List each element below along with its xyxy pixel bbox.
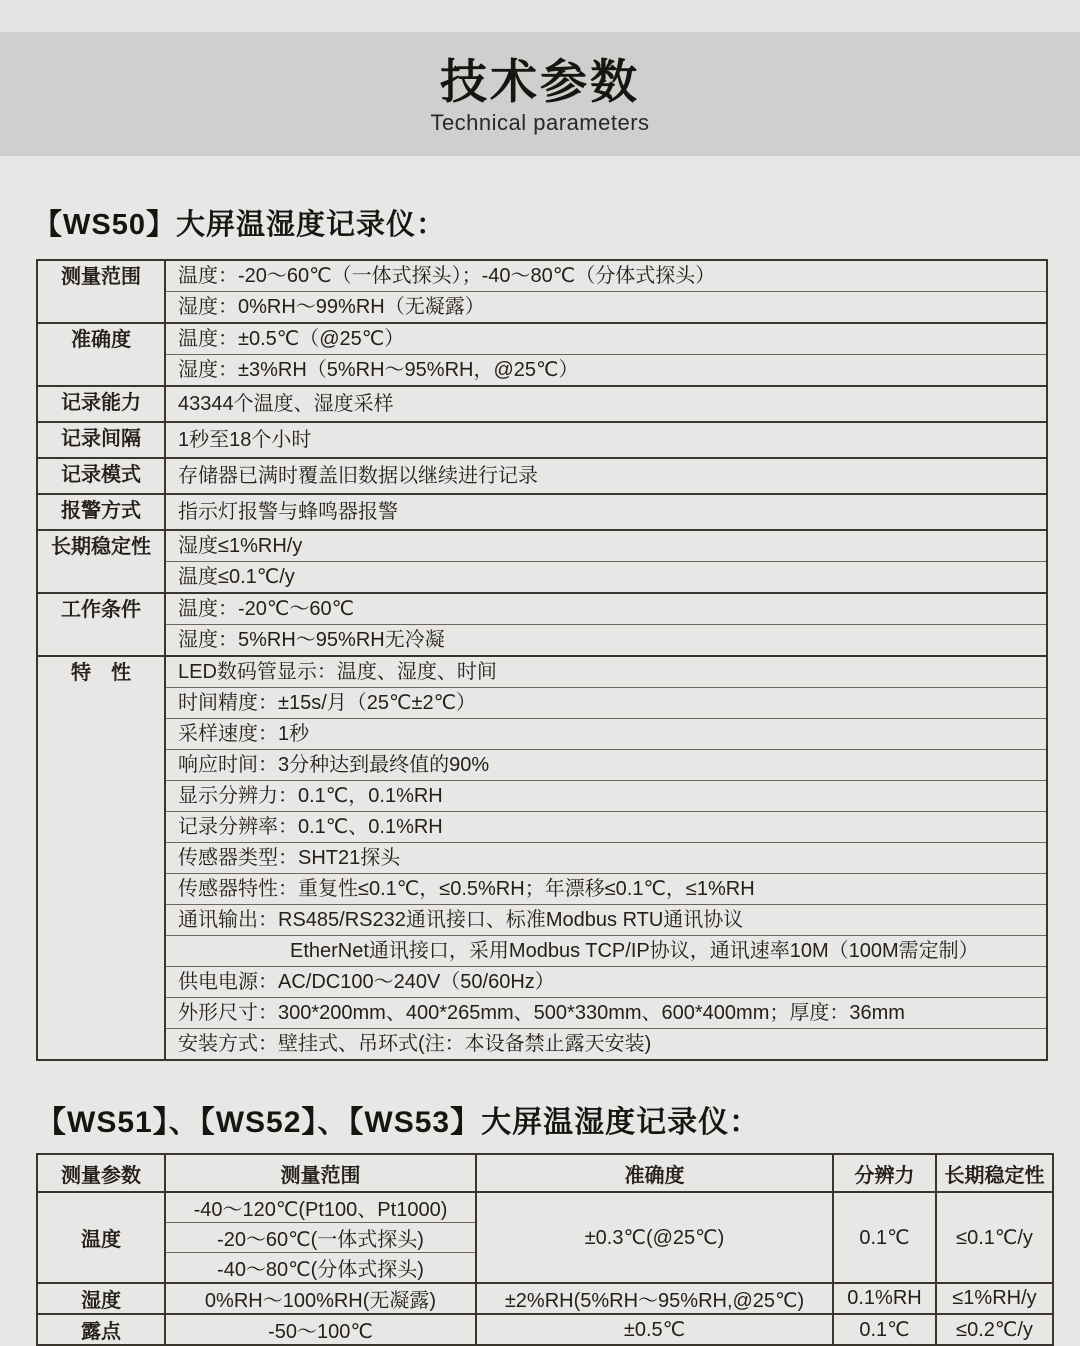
spec-value: 显示分辨力：0.1℃，0.1%RH — [165, 781, 1047, 812]
spec-value: 外形尺寸：300*200mm、400*265mm、500*330mm、600*400mm；厚度：36mm — [165, 998, 1047, 1029]
ws50-spec-table — [36, 259, 1048, 1061]
spec-group-label: 工作条件 — [37, 593, 165, 656]
spec-value: 存储器已满时覆盖旧数据以继续进行记录 — [165, 458, 1047, 494]
spec-row — [37, 323, 1047, 355]
range-cell: -40～120℃(Pt100、Pt1000) — [165, 1192, 476, 1223]
spec-row — [37, 1029, 1047, 1061]
spec-value: 温度：-20℃～60℃ — [165, 593, 1047, 625]
section-title-ws50: 【WS50】大屏温湿度记录仪： — [33, 209, 446, 241]
spec-value: LED数码管显示：温度、湿度、时间 — [165, 656, 1047, 688]
spec-group-label: 记录模式 — [37, 458, 165, 494]
range-cell: -50～100℃ — [165, 1314, 476, 1345]
stability-cell: ≤1%RH/y — [936, 1283, 1053, 1314]
spec-value: 湿度：±3%RH（5%RH～95%RH，@25℃） — [165, 355, 1047, 387]
spec-row — [37, 905, 1047, 936]
spec-value: 通讯输出：RS485/RS232通讯接口、标准Modbus RTU通讯协议 — [165, 905, 1047, 936]
header-band — [0, 32, 1080, 156]
spec-group-label: 记录能力 — [37, 386, 165, 422]
spec-row — [37, 494, 1047, 530]
resolution-cell: 0.1℃ — [833, 1314, 936, 1345]
ws51-spec-table — [36, 1153, 1054, 1346]
param-row — [37, 1314, 1053, 1345]
spec-value: EtherNet通讯接口，采用Modbus TCP/IP协议，通讯速率10M（100M需定制） — [165, 936, 1047, 967]
column-header: 测量范围 — [165, 1154, 476, 1192]
spec-row — [37, 998, 1047, 1029]
param-row — [37, 1192, 1053, 1223]
column-header: 长期稳定性 — [936, 1154, 1053, 1192]
stability-cell: ≤0.2℃/y — [936, 1314, 1053, 1345]
spec-row — [37, 260, 1047, 292]
range-cell: -20～60℃(一体式探头) — [165, 1223, 476, 1253]
spec-row — [37, 812, 1047, 843]
spec-value: 传感器特性：重复性≤0.1℃，≤0.5%RH；年漂移≤0.1℃，≤1%RH — [165, 874, 1047, 905]
spec-row — [37, 625, 1047, 657]
column-header: 测量参数 — [37, 1154, 165, 1192]
spec-value: 时间精度：±15s/月（25℃±2℃） — [165, 688, 1047, 719]
spec-row — [37, 386, 1047, 422]
spec-value: 传感器类型：SHT21探头 — [165, 843, 1047, 874]
spec-value: 供电电源：AC/DC100～240V（50/60Hz） — [165, 967, 1047, 998]
spec-group-label: 准确度 — [37, 323, 165, 386]
spec-group-label: 报警方式 — [37, 494, 165, 530]
top-strip — [0, 0, 1080, 32]
accuracy-cell: ±0.5℃ — [476, 1314, 833, 1345]
spec-row — [37, 936, 1047, 967]
param-cell: 温度 — [37, 1192, 165, 1283]
spec-group-label: 记录间隔 — [37, 422, 165, 458]
content — [0, 202, 1080, 1346]
spec-value: 温度：-20～60℃（一体式探头）；-40～80℃（分体式探头） — [165, 260, 1047, 292]
spec-row — [37, 750, 1047, 781]
spec-group-label: 长期稳定性 — [37, 530, 165, 593]
spec-row — [37, 593, 1047, 625]
range-cell: -40～80℃(分体式探头) — [165, 1253, 476, 1284]
range-cell: 0%RH～100%RH(无凝露) — [165, 1283, 476, 1314]
spec-row — [37, 967, 1047, 998]
page-title: 技术参数 — [440, 54, 640, 108]
accuracy-cell: ±2%RH(5%RH～95%RH,@25℃) — [476, 1283, 833, 1314]
accuracy-cell: ±0.3℃(@25℃) — [476, 1192, 833, 1283]
spec-row — [37, 292, 1047, 324]
spec-row — [37, 719, 1047, 750]
spec-row — [37, 458, 1047, 494]
spec-row — [37, 688, 1047, 719]
param-cell: 湿度 — [37, 1283, 165, 1314]
page-subtitle: Technical parameters — [430, 110, 650, 136]
spec-value: 湿度≤1%RH/y — [165, 530, 1047, 562]
spec-value: 安装方式：壁挂式、吊环式(注：本设备禁止露天安装) — [165, 1029, 1047, 1061]
stability-cell: ≤0.1℃/y — [936, 1192, 1053, 1283]
spec-value: 温度≤0.1℃/y — [165, 562, 1047, 594]
spec-row — [37, 422, 1047, 458]
spec-value: 43344个温度、湿度采样 — [165, 386, 1047, 422]
spec-value: 记录分辨率：0.1℃、0.1%RH — [165, 812, 1047, 843]
spec-row — [37, 874, 1047, 905]
spec-row — [37, 843, 1047, 874]
resolution-cell: 0.1%RH — [833, 1283, 936, 1314]
spec-row — [37, 562, 1047, 594]
spec-group-label: 测量范围 — [37, 260, 165, 323]
param-row — [37, 1283, 1053, 1314]
column-header: 分辨力 — [833, 1154, 936, 1192]
spec-value: 指示灯报警与蜂鸣器报警 — [165, 494, 1047, 530]
spec-value: 湿度：0%RH～99%RH（无凝露） — [165, 292, 1047, 324]
section-title-ws51-52-53: 【WS51】、【WS52】、【WS53】大屏温湿度记录仪： — [36, 1106, 761, 1139]
spec-row — [37, 656, 1047, 688]
param-cell: 露点 — [37, 1314, 165, 1345]
spec-value: 响应时间：3分种达到最终值的90% — [165, 750, 1047, 781]
spec-row — [37, 355, 1047, 387]
spec-row — [37, 530, 1047, 562]
spec-value: 温度：±0.5℃（@25℃） — [165, 323, 1047, 355]
header-row — [37, 1154, 1053, 1192]
spec-group-label: 特 性 — [37, 656, 165, 1060]
spec-value: 采样速度：1秒 — [165, 719, 1047, 750]
spec-row — [37, 781, 1047, 812]
resolution-cell: 0.1℃ — [833, 1192, 936, 1283]
column-header: 准确度 — [476, 1154, 833, 1192]
spec-value: 1秒至18个小时 — [165, 422, 1047, 458]
spec-value: 湿度：5%RH～95%RH无冷凝 — [165, 625, 1047, 657]
